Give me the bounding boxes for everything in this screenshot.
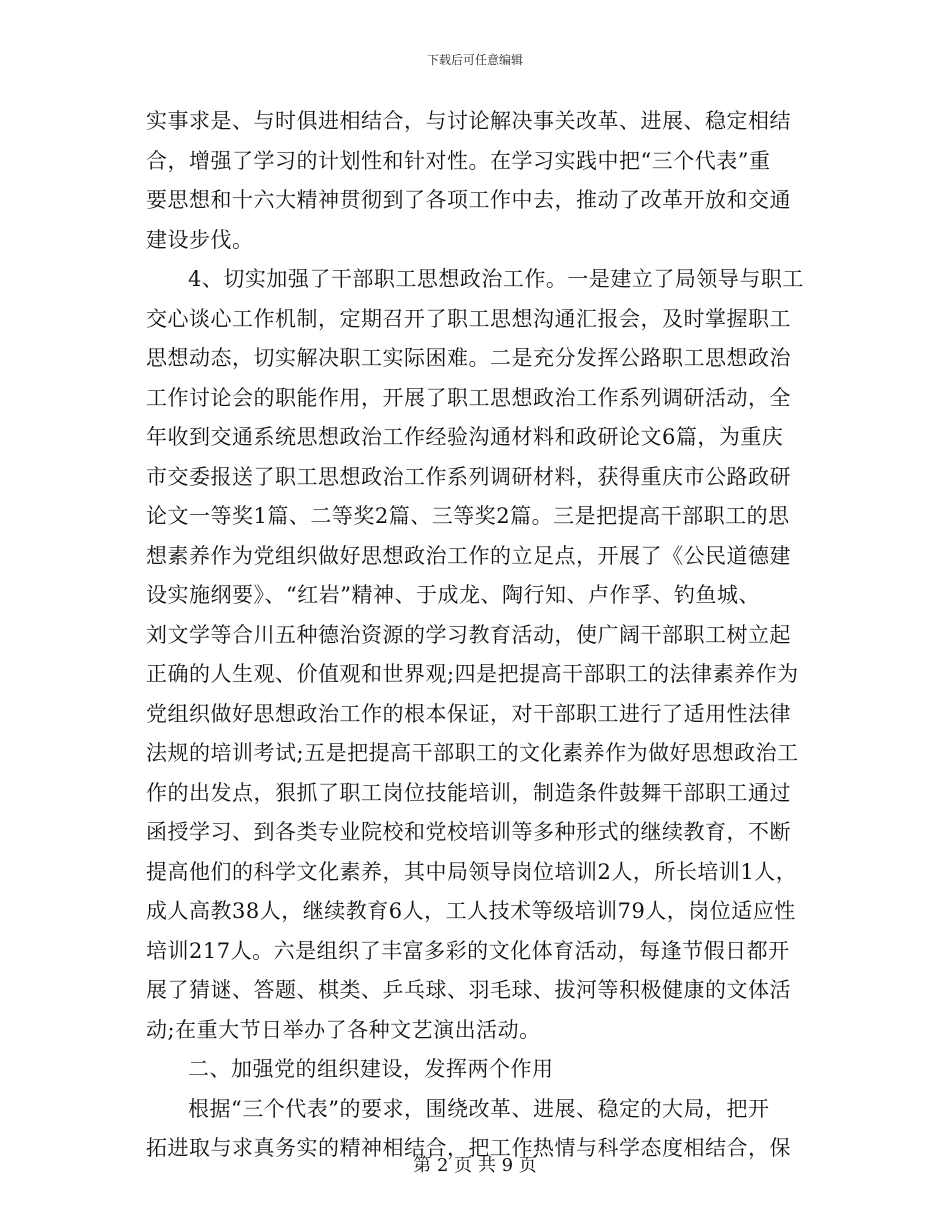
text-line: 动;在重大节日举办了各种文艺演出活动。: [146, 1017, 541, 1042]
text-line: 实事求是、与时俱进相结合，与讨论解决事关改革、进展、稳定相结: [146, 109, 791, 133]
text-line: 交心谈心工作机制，定期召开了职工思想沟通汇报会，及时掌握职工: [146, 306, 791, 331]
text-line: 要思想和十六大精神贯彻到了各项工作中去，推动了改革开放和交通: [146, 188, 791, 212]
text-line: 思想动态，切实解决职工实际困难。二是充分发挥公路职工思想政治: [146, 346, 791, 370]
text-line: 年收到交通系统思想政治工作经验沟通材料和政研论文6篇，为重庆: [146, 425, 784, 449]
text-line: 想素养作为党组织做好思想政治工作的立足点，开展了《公民道德建: [146, 543, 791, 568]
paragraph-start-line: 根据“三个代表”的要求，围绕改革、进展、稳定的大局，把开: [188, 1096, 770, 1121]
text-line: 党组织做好思想政治工作的根本保证，对干部职工进行了适用性法律: [146, 701, 791, 726]
text-line: 论文一等奖1篇、二等奖2篇、三等奖2篇。三是把提高干部职工的思: [146, 504, 790, 528]
page-header: 下载后可任意编辑: [426, 53, 523, 67]
text-line: 培训217人。六是组织了丰富多彩的文化体育活动，每逢节假日都开: [146, 938, 790, 963]
section-heading: 二、加强党的组织建设，发挥两个作用: [188, 1057, 554, 1081]
text-line: 函授学习、到各类专业院校和党校培训等多种形式的继续教育，不断: [146, 820, 791, 844]
text-line: 刘文学等合川五种德治资源的学习教育活动，使广阔干部职工树立起: [146, 622, 791, 647]
text-line: 合，增强了学习的计划性和针对性。在学习实践中把“三个代表”重: [146, 148, 771, 173]
text-line: 作的出发点，狠抓了职工岗位技能培训，制造条件鼓舞干部职工通过: [146, 780, 791, 805]
document-body: [146, 102, 811, 1169]
text-line: 拓进取与求真务实的精神相结合，把工作热情与科学态度相结合，保: [146, 1136, 791, 1160]
text-line: 成人高教38人，继续教育6人，工人技术等级培训79人，岗位适应性: [146, 899, 796, 923]
text-line: 市交委报送了职工思想政治工作系列调研材料，获得重庆市公路政研: [146, 464, 791, 489]
text-line: 展了猜谜、答题、棋类、乒乓球、羽毛球、拔河等积极健康的文体活: [146, 978, 791, 1002]
text-line: 提高他们的科学文化素养，其中局领导岗位培训2人，所长培训1人，: [146, 859, 798, 884]
paragraph-start-line: 4、切实加强了干部职工思想政治工作。一是建立了局领导与职工: [188, 267, 804, 291]
text-line: 设实施纲要》、“红岩”精神、于成龙、陶行知、卢作孚、钓鱼城、: [146, 583, 760, 607]
text-line: 建设步伐。: [146, 227, 254, 252]
text-line: 正确的人生观、价值观和世界观;四是把提高干部职工的法律素养作为: [146, 662, 799, 686]
text-line: 工作讨论会的职能作用，开展了职工思想政治工作系列调研活动，全: [146, 385, 791, 410]
text-line: 法规的培训考试;五是把提高干部职工的文化素养作为做好思想政治工: [146, 741, 799, 765]
page-footer: 第 2 页 共 9 页: [413, 1155, 537, 1176]
